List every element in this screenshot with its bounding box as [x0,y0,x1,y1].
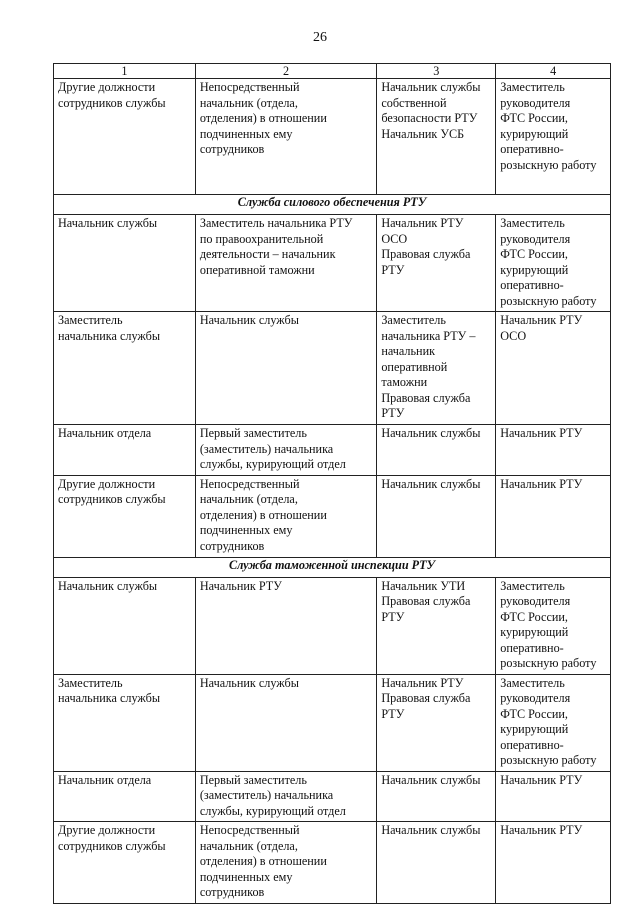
table-cell [54,312,196,425]
cell-line: Начальник РТУ [381,216,464,230]
table-cell [54,674,196,771]
cell-line: Заместитель [58,675,123,690]
cell-line: Заместитель [500,578,565,593]
cell-line: по правоохранительной [199,231,324,246]
table-cell [496,312,611,425]
table-cell [54,771,196,822]
cell-line: Другие должности [58,823,156,837]
cell-line: собственной [381,95,447,110]
table-cell [377,577,496,674]
cell-line: Начальник службы [381,772,481,787]
table-row [54,771,611,822]
column-number: 1 [54,64,196,79]
table-cell [496,79,611,195]
cell-line: деятельности – начальник [199,247,336,261]
cell-line: Другие должности [58,80,156,94]
cell-line: оперативной таможни [199,262,315,277]
table-row [54,577,611,674]
cell-line: ОСО [500,328,527,343]
cell-line: РТУ [381,706,405,721]
cell-line: сотрудников [199,142,265,156]
table-row [54,425,611,476]
cell-line: ФТС России, [500,609,568,624]
cell-line: розыскную работу [500,157,597,172]
cell-line: Непосредственный [199,476,300,491]
table-cell [54,215,196,312]
table-cell [496,475,611,557]
cell-line: Начальник службы [199,675,299,690]
cell-line: ОСО [381,231,408,246]
cell-line: Начальник службы [381,476,481,491]
table-cell [377,674,496,771]
table-cell [195,215,376,312]
table-cell [377,312,496,425]
table-row [54,79,611,195]
cell-line: Начальник отдела [58,772,152,787]
cell-line: руководителя [500,594,571,608]
table-row [54,822,611,904]
cell-line: службы, курирующий отдел [199,803,346,818]
cell-line: подчиненных ему [199,523,293,537]
table-row [54,312,611,425]
cell-line: Заместитель начальника РТУ [199,216,353,230]
cell-line: Заместитель [500,80,565,94]
table-cell [54,425,196,476]
table-cell [496,577,611,674]
cell-line: Первый заместитель [199,426,307,440]
cell-line: курирующий [500,262,569,277]
cell-line: Начальник РТУ [500,313,583,327]
table-cell [496,674,611,771]
table-cell [54,577,196,674]
cell-line: Правовая служба [381,691,471,705]
cell-line: Начальник службы [381,426,481,440]
table-row [54,215,611,312]
cell-line: розыскную работу [500,753,597,767]
cell-line: Начальник службы [381,80,481,94]
cell-line: розыскную работу [500,656,597,670]
cell-line: начальник (отдела, [199,492,298,506]
section-title: Служба силового обеспечения РТУ [54,195,611,215]
cell-line: Начальник РТУ [500,476,583,491]
cell-line: начальника службы [58,691,161,705]
table-cell [496,425,611,476]
cell-line: Первый заместитель [199,772,307,787]
table-cell [195,771,376,822]
cell-line: подчиненных ему [199,869,293,884]
table-cell [195,577,376,674]
cell-line: Заместитель [381,313,446,327]
table-cell [496,822,611,904]
cell-line: руководителя [500,231,571,246]
cell-line: оперативно- [500,278,564,292]
table-cell [195,674,376,771]
cell-line: Начальник службы [58,578,158,593]
cell-line: отделения) в отношении [199,507,327,522]
table-cell [195,822,376,904]
table-cell [54,475,196,557]
table-row [54,674,611,771]
table-row [54,475,611,557]
cell-line: Начальник РТУ [500,823,583,837]
cell-line: Начальник службы [58,216,158,230]
cell-line: сотрудников [199,885,265,899]
table-cell [496,215,611,312]
cell-line: отделения) в отношении [199,854,327,868]
cell-line: сотрудников [199,538,265,553]
cell-line: службы, курирующий отдел [199,457,346,471]
table-cell [377,475,496,557]
cell-line: начальник (отдела, [199,838,298,853]
cell-line: Заместитель [58,313,123,327]
table-cell [195,425,376,476]
cell-line: Правовая служба [381,247,471,261]
cell-line: оперативно- [500,640,564,655]
cell-line: курирующий [500,625,569,639]
table-cell [377,79,496,195]
cell-line: Правовая служба [381,594,471,608]
cell-line: Другие должности [58,476,156,491]
table-cell [195,475,376,557]
cell-line: Заместитель [500,675,565,690]
cell-line: (заместитель) начальника [199,441,334,456]
section-header-row [54,195,611,215]
column-number: 3 [377,64,496,79]
cell-line: РТУ [381,262,405,277]
cell-line: РТУ [381,609,405,624]
table-cell [377,771,496,822]
section-header-row [54,557,611,577]
table-cell [377,822,496,904]
cell-line: начальник [381,344,436,358]
cell-line: Начальник УТИ [381,578,466,593]
cell-line: начальника службы [58,328,161,343]
cell-line: Начальник отдела [58,426,152,440]
cell-line: Начальник РТУ [500,426,583,440]
table-cell [377,425,496,476]
cell-line: Непосредственный [199,823,300,837]
page-number: 26 [313,30,327,45]
cell-line: розыскную работу [500,293,597,308]
cell-line: оперативно- [500,142,564,156]
table-cell [195,312,376,425]
cell-line: ФТС России, [500,706,568,721]
table-cell [54,79,196,195]
cell-line: начальника РТУ – [381,328,476,343]
cell-line: оперативной [381,359,448,374]
cell-line: отделения) в отношении [199,111,327,125]
table-cell [195,79,376,195]
cell-line: безопасности РТУ [381,111,478,125]
cell-line: Правовая служба [381,390,471,405]
cell-line: таможни [381,375,428,389]
column-number: 4 [496,64,611,79]
cell-line: сотрудников службы [58,492,166,506]
cell-line: Начальник службы [199,313,299,327]
cell-line: РТУ [381,406,405,420]
table-cell [377,215,496,312]
column-number-row [54,64,611,79]
cell-line: курирующий [500,126,569,141]
cell-line: Начальник РТУ [381,675,464,690]
table-cell [496,771,611,822]
cell-line: курирующий [500,722,569,736]
cell-line: ФТС России, [500,111,568,125]
cell-line: Начальник РТУ [500,772,583,787]
cell-line: начальник (отдела, [199,95,298,110]
cell-line: оперативно- [500,737,564,752]
column-number: 2 [195,64,376,79]
cell-line: Начальник РТУ [199,578,282,593]
cell-line: ФТС России, [500,247,568,261]
cell-line: (заместитель) начальника [199,788,334,802]
cell-line: Непосредственный [199,80,300,94]
cell-line: сотрудников службы [58,838,166,853]
cell-line: руководителя [500,95,571,110]
cell-line: сотрудников службы [58,95,166,110]
cell-line: Заместитель [500,216,565,230]
section-title: Служба таможенной инспекции РТУ [54,557,611,577]
authority-table [53,63,611,904]
cell-line: руководителя [500,691,571,705]
table-cell [54,822,196,904]
cell-line: подчиненных ему [199,126,293,141]
cell-line: Начальник службы [381,823,481,837]
cell-line: Начальник УСБ [381,126,465,141]
